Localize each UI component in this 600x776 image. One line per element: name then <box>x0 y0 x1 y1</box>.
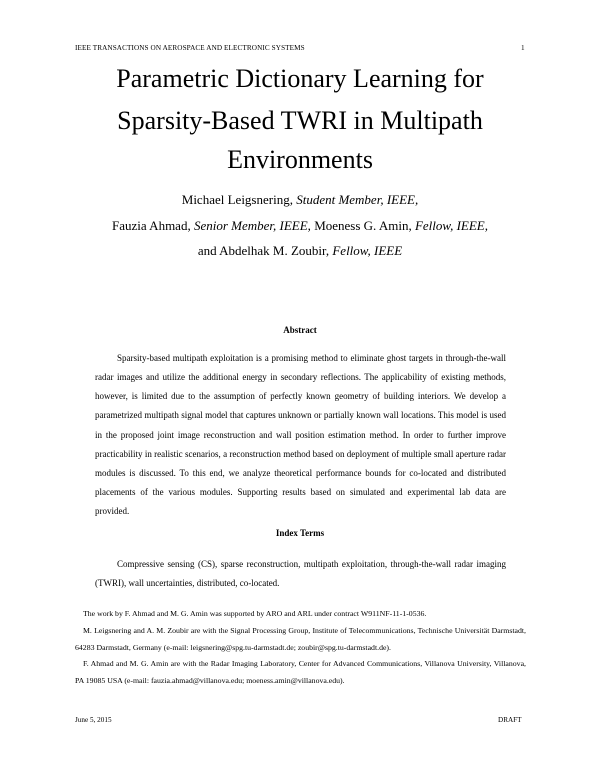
author-name: Fauzia Ahmad, <box>112 218 194 233</box>
footnote-funding: The work by F. Ahmad and M. G. Amin was supported by ARO and ARL under contract W911NF-11-1-0536. <box>83 609 427 618</box>
paper-title-line-3: Environments <box>227 145 373 174</box>
author-name: Moeness G. Amin, <box>310 218 415 233</box>
author-line-3 <box>0 243 600 259</box>
abstract-text: Sparsity-based multipath exploitation is a promising method to eliminate ghost targets in through-the-wall radar images and utilize the additional energy in secondary reflections. The applicability of existing methods, however, is limited due to the assumption of perfectly known geometry of building interiors. We develop a parametrized multipath signal model that captures unknown or partially known wall locations. This model is used in the proposed joint image reconstruction and wall position estimation method. In order to further improve practicability in realistic scenarios, a reconstruction method based on deployment of multiple small aperture radar modules is discussed. To this end, we analyze theoretical performance bounds for co-located and distributed placements of the various modules. Supporting results based on simulated and experimental lab data are provided. <box>95 353 506 517</box>
author-membership: Senior Member, IEEE, <box>193 218 311 233</box>
index-terms-text: Compressive sensing (CS), sparse reconstruction, multipath exploitation, through-the-wall radar imaging (TWRI), wall uncertainties, distributed, co-located. <box>95 559 506 589</box>
index-terms-heading: Index Terms <box>275 528 325 538</box>
footnote-affiliation-villanova: F. Ahmad and M. G. Amin are with the Radar Imaging Laboratory, Center for Advanced Communications, Villanova University, Villanova, PA 19085 USA (e-mail: fauzia.ahmad@villanova.edu; moeness.amin@villanova.edu). <box>75 659 526 685</box>
footnote-affiliation-darmstadt: M. Leigsnering and A. M. Zoubir are with the Signal Processing Group, Institute of Telecommunications, Technische Universität Darmstadt, 64283 Darmstadt, Germany (e-mail: leigsnering@spg.tu-darmstadt.de; zoubir@spg.tu-darmstadt.de). <box>75 626 526 652</box>
page-number: 1 <box>521 44 525 52</box>
footer-draft-label: DRAFT <box>498 716 522 724</box>
abstract-heading: Abstract <box>283 325 317 335</box>
author-line-1 <box>0 192 600 208</box>
paper-title-line-1: Parametric Dictionary Learning for <box>116 64 484 93</box>
author-membership: Fellow, IEEE <box>332 243 403 258</box>
footer-date: June 5, 2015 <box>75 716 112 724</box>
author-line-2 <box>0 218 600 234</box>
journal-header: IEEE TRANSACTIONS ON AEROSPACE AND ELECTRONIC SYSTEMS <box>75 44 305 52</box>
author-name: and Abdelhak M. Zoubir, <box>197 243 333 258</box>
author-name: Michael Leigsnering, <box>181 192 297 207</box>
author-membership: Student Member, IEEE, <box>296 192 419 207</box>
paper-title-line-2: Sparsity-Based TWRI in Multipath <box>117 106 483 135</box>
author-membership: Fellow, IEEE, <box>414 218 488 233</box>
